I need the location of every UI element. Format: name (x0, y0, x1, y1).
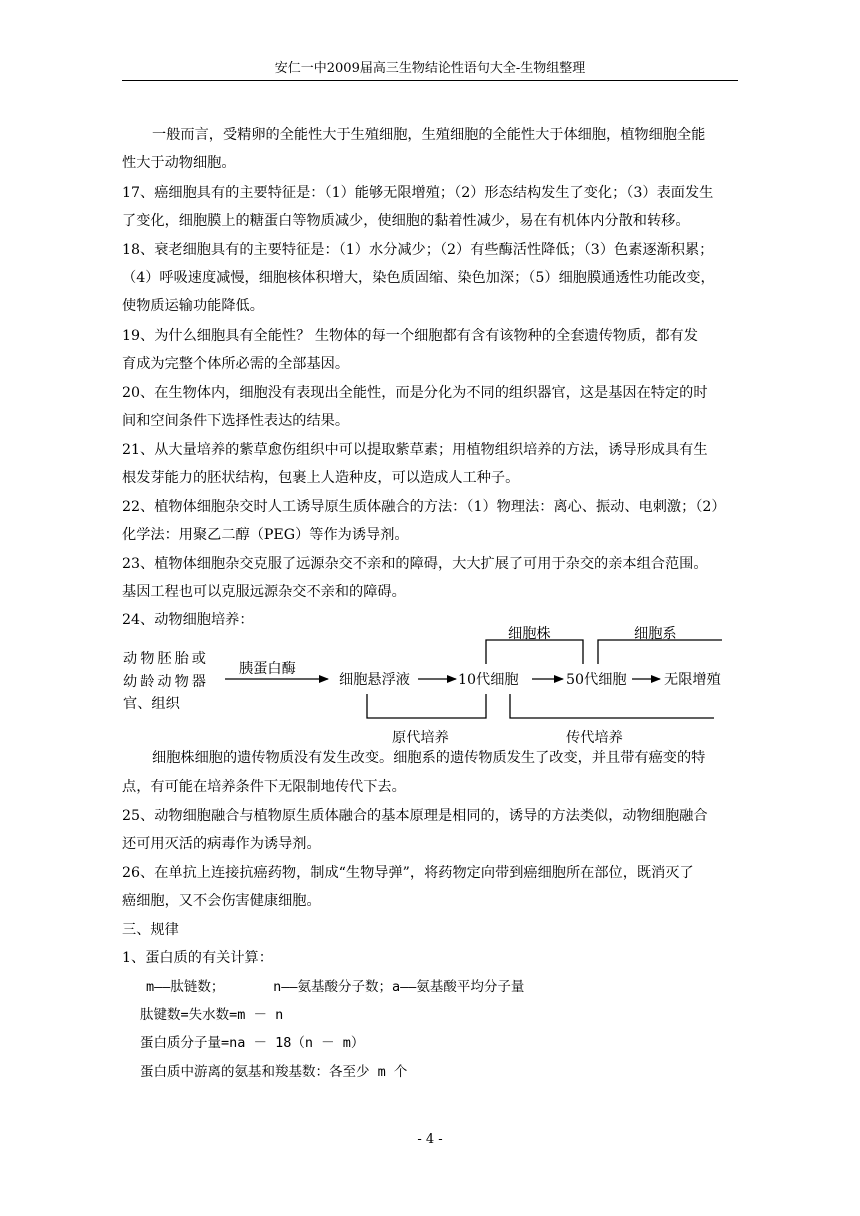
diagram-source-line: 动物胚胎或 (123, 651, 209, 667)
paragraph-line: 间和空间条件下选择性表达的结果。 (122, 413, 350, 429)
paragraph-line: 细胞株细胞的遗传物质没有发生改变。细胞系的遗传物质发生了改变，并且带有癌变的特 (152, 750, 706, 766)
diagram-subculture: 传代培养 (566, 730, 623, 746)
paragraph-line: 一般而言，受精卵的全能性大于生殖细胞，生殖细胞的全能性大于体细胞，植物细胞全能 (152, 127, 706, 143)
paragraph-line: 17、癌细胞具有的主要特征是：（1）能够无限增殖；（2）形态结构发生了变化；（3）表面发生 (122, 185, 714, 201)
section-heading: 三、规律 (122, 922, 179, 938)
paragraph-line: 25、动物细胞融合与植物原生质体融合的基本原理是相同的，诱导的方法类似，动物细胞融合 (122, 808, 708, 824)
diagram-source-line: 官、组织 (123, 696, 180, 712)
paragraph-line: 26、在单抗上连接抗癌药物，制成“生物导弹”，将药物定向带到癌细胞所在部位，既消灭了 (122, 865, 694, 881)
paragraph-line: 19、为什么细胞具有全能性？ 生物体的每一个细胞都有含有该物种的全套遗传物质，都有发 (122, 328, 698, 344)
page-number: - 4 - (417, 1132, 443, 1147)
formula-line: m——肽链数； n——氨基酸分子数；a——氨基酸平均分子量 (146, 979, 525, 995)
diagram-gen10: 10代细胞 (458, 672, 519, 688)
paragraph-line: 化学法：用聚乙二醇（PEG）等作为诱导剂。 (122, 527, 409, 543)
bracket-primary-culture (367, 694, 486, 718)
page-header: 安仁一中2009届高三生物结论性语句大全-生物组整理 (274, 61, 586, 76)
formula-line: 蛋白质分子量=na － 18（n － m） (140, 1035, 365, 1051)
paragraph-line: 基因工程也可以克服远源杂交不亲和的障碍。 (122, 584, 406, 600)
paragraph-line: 18、衰老细胞具有的主要特征是：（1）水分减少；（2）有些酶活性降低；（3）色素逐渐积累； (122, 242, 714, 258)
diagram-cell-strain: 细胞株 (508, 626, 551, 642)
bracket-subculture (510, 694, 714, 718)
diagram-suspension: 细胞悬浮液 (339, 672, 410, 688)
paragraph-line: 点，有可能在培养条件下无限制地传代下去。 (122, 779, 406, 795)
paragraph-line: 20、在生物体内，细胞没有表现出全能性，而是分化为不同的组织器官，这是基因在特定的时 (122, 385, 708, 401)
paragraph-line: 1、蛋白质的有关计算： (122, 950, 273, 966)
paragraph-line: 23、植物体细胞杂交克服了远源杂交不亲和的障碍，大大扩展了可用于杂交的亲本组合范围。 (122, 556, 708, 572)
formula-line: 肽键数=失水数=m － n (140, 1007, 284, 1023)
diagram-unlimited: 无限增殖 (664, 672, 721, 688)
diagram-primary-culture: 原代培养 (392, 730, 449, 746)
paragraph-line: 根发芽能力的胚状结构，包裹上人造种皮，可以造成人工种子。 (122, 470, 520, 486)
diagram-enzyme-label: 胰蛋白酶 (239, 661, 296, 677)
paragraph-line: 22、植物体细胞杂交时人工诱导原生质体融合的方法：（1）物理法：离心、振动、电刺激；（2） (122, 499, 726, 515)
diagram-cell-line: 细胞系 (634, 626, 677, 642)
paragraph-line: （4）呼吸速度减慢，细胞核体积增大，染色质固缩、染色加深；（5）细胞膜通透性功能改变， (122, 270, 715, 286)
paragraph-line: 育成为完整个体所必需的全部基因。 (122, 356, 350, 372)
formula-line: 蛋白质中游离的氨基和羧基数：各至少 m 个 (140, 1064, 408, 1080)
paragraph-line: 还可用灭活的病毒作为诱导剂。 (122, 836, 321, 852)
paragraph-line: 21、从大量培养的紫草愈伤组织中可以提取紫草素；用植物组织培养的方法，诱导形成具有生 (122, 442, 708, 458)
paragraph-line: 性大于动物细胞。 (122, 155, 236, 171)
paragraph-line: 24、动物细胞培养： (122, 612, 254, 628)
diagram-source-line: 幼龄动物器 (123, 674, 209, 690)
paragraph-line: 使物质运输功能降低。 (122, 298, 264, 314)
header-rule (122, 80, 738, 81)
diagram-gen50: 50代细胞 (566, 672, 627, 688)
paragraph-line: 癌细胞，又不会伤害健康细胞。 (122, 893, 321, 909)
paragraph-line: 了变化，细胞膜上的糖蛋白等物质减少，使细胞的黏着性减少，易在有机体内分散和转移。 (122, 213, 690, 229)
